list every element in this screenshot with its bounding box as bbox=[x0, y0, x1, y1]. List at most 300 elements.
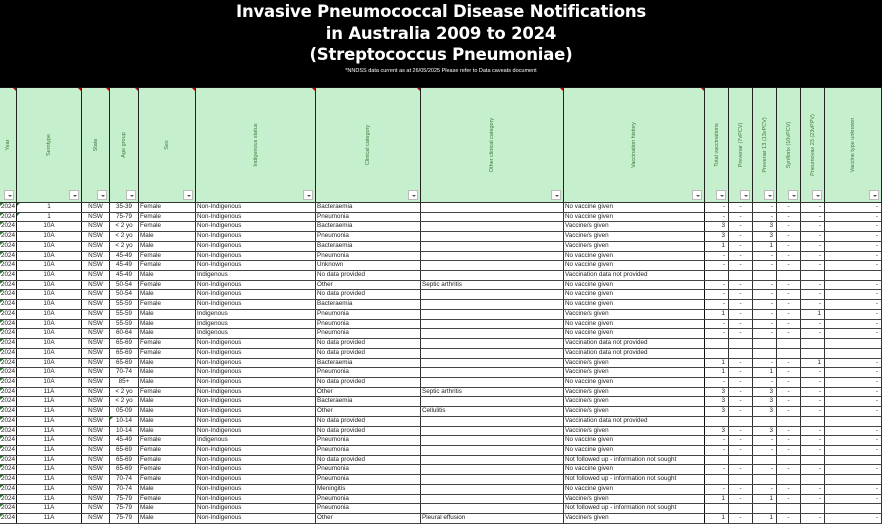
cell-total_vacc[interactable] bbox=[705, 290, 729, 299]
cell-other_clinical[interactable] bbox=[421, 465, 564, 474]
cell-sex[interactable] bbox=[139, 378, 196, 387]
cell-clinical[interactable] bbox=[316, 495, 421, 504]
cell-year[interactable] bbox=[0, 417, 17, 426]
cell-prevenar13[interactable] bbox=[753, 203, 777, 212]
filter-dropdown-icon[interactable] bbox=[408, 190, 418, 200]
cell-serotype[interactable] bbox=[17, 339, 82, 348]
cell-sex[interactable] bbox=[139, 222, 196, 231]
cell-clinical[interactable] bbox=[316, 339, 421, 348]
cell-age[interactable] bbox=[110, 388, 139, 397]
cell-total_vacc[interactable] bbox=[705, 397, 729, 406]
cell-prevenar7[interactable] bbox=[729, 388, 753, 397]
cell-clinical[interactable] bbox=[316, 417, 421, 426]
cell-age[interactable] bbox=[110, 281, 139, 290]
cell-year[interactable] bbox=[0, 359, 17, 368]
cell-indigenous[interactable] bbox=[196, 388, 316, 397]
cell-state[interactable] bbox=[82, 495, 110, 504]
cell-age[interactable] bbox=[110, 300, 139, 309]
cell-vacc_unknown[interactable] bbox=[825, 397, 882, 406]
cell-vacc_unknown[interactable] bbox=[825, 427, 882, 436]
cell-age[interactable] bbox=[110, 485, 139, 494]
cell-year[interactable] bbox=[0, 349, 17, 358]
cell-clinical[interactable] bbox=[316, 271, 421, 280]
cell-state[interactable] bbox=[82, 514, 110, 523]
cell-sex[interactable] bbox=[139, 475, 196, 484]
cell-synflorix[interactable] bbox=[777, 397, 801, 406]
cell-vacc_history[interactable] bbox=[564, 465, 705, 474]
cell-prevenar7[interactable] bbox=[729, 310, 753, 319]
cell-prevenar13[interactable] bbox=[753, 320, 777, 329]
cell-prevenar13[interactable] bbox=[753, 436, 777, 445]
cell-age[interactable] bbox=[110, 213, 139, 222]
cell-sex[interactable] bbox=[139, 271, 196, 280]
cell-year[interactable] bbox=[0, 203, 17, 212]
cell-indigenous[interactable] bbox=[196, 514, 316, 523]
cell-total_vacc[interactable] bbox=[705, 310, 729, 319]
cell-state[interactable] bbox=[82, 320, 110, 329]
cell-vacc_history[interactable] bbox=[564, 427, 705, 436]
cell-pneumovax23[interactable] bbox=[801, 339, 825, 348]
cell-pneumovax23[interactable] bbox=[801, 427, 825, 436]
cell-vacc_unknown[interactable] bbox=[825, 222, 882, 231]
cell-year[interactable] bbox=[0, 436, 17, 445]
cell-indigenous[interactable] bbox=[196, 349, 316, 358]
cell-serotype[interactable] bbox=[17, 290, 82, 299]
cell-vacc_unknown[interactable] bbox=[825, 310, 882, 319]
cell-total_vacc[interactable] bbox=[705, 446, 729, 455]
cell-year[interactable] bbox=[0, 378, 17, 387]
cell-other_clinical[interactable] bbox=[421, 232, 564, 241]
cell-total_vacc[interactable] bbox=[705, 495, 729, 504]
cell-synflorix[interactable] bbox=[777, 514, 801, 523]
cell-indigenous[interactable] bbox=[196, 271, 316, 280]
cell-total_vacc[interactable] bbox=[705, 485, 729, 494]
cell-state[interactable] bbox=[82, 427, 110, 436]
cell-prevenar13[interactable] bbox=[753, 388, 777, 397]
cell-other_clinical[interactable] bbox=[421, 290, 564, 299]
cell-year[interactable] bbox=[0, 222, 17, 231]
cell-pneumovax23[interactable] bbox=[801, 378, 825, 387]
cell-prevenar7[interactable] bbox=[729, 514, 753, 523]
cell-vacc_unknown[interactable] bbox=[825, 456, 882, 465]
cell-pneumovax23[interactable] bbox=[801, 290, 825, 299]
cell-total_vacc[interactable] bbox=[705, 514, 729, 523]
cell-prevenar7[interactable] bbox=[729, 407, 753, 416]
cell-state[interactable] bbox=[82, 465, 110, 474]
cell-pneumovax23[interactable] bbox=[801, 436, 825, 445]
cell-serotype[interactable] bbox=[17, 320, 82, 329]
cell-vacc_history[interactable] bbox=[564, 271, 705, 280]
cell-vacc_history[interactable] bbox=[564, 436, 705, 445]
cell-vacc_unknown[interactable] bbox=[825, 320, 882, 329]
cell-prevenar13[interactable] bbox=[753, 310, 777, 319]
cell-sex[interactable] bbox=[139, 242, 196, 251]
cell-vacc_history[interactable] bbox=[564, 504, 705, 513]
cell-vacc_unknown[interactable] bbox=[825, 436, 882, 445]
cell-synflorix[interactable] bbox=[777, 368, 801, 377]
cell-age[interactable] bbox=[110, 329, 139, 338]
cell-sex[interactable] bbox=[139, 300, 196, 309]
cell-serotype[interactable] bbox=[17, 213, 82, 222]
cell-pneumovax23[interactable] bbox=[801, 261, 825, 270]
filter-dropdown-icon[interactable] bbox=[788, 190, 798, 200]
cell-synflorix[interactable] bbox=[777, 475, 801, 484]
cell-age[interactable] bbox=[110, 222, 139, 231]
cell-clinical[interactable] bbox=[316, 359, 421, 368]
cell-sex[interactable] bbox=[139, 310, 196, 319]
cell-vacc_unknown[interactable] bbox=[825, 242, 882, 251]
cell-total_vacc[interactable] bbox=[705, 261, 729, 270]
cell-other_clinical[interactable] bbox=[421, 514, 564, 523]
cell-clinical[interactable] bbox=[316, 222, 421, 231]
cell-clinical[interactable] bbox=[316, 281, 421, 290]
cell-vacc_history[interactable] bbox=[564, 456, 705, 465]
cell-synflorix[interactable] bbox=[777, 446, 801, 455]
cell-indigenous[interactable] bbox=[196, 378, 316, 387]
cell-pneumovax23[interactable] bbox=[801, 349, 825, 358]
cell-clinical[interactable] bbox=[316, 397, 421, 406]
filter-dropdown-icon[interactable] bbox=[97, 190, 107, 200]
cell-other_clinical[interactable] bbox=[421, 388, 564, 397]
cell-prevenar13[interactable] bbox=[753, 427, 777, 436]
cell-total_vacc[interactable] bbox=[705, 388, 729, 397]
cell-age[interactable] bbox=[110, 456, 139, 465]
filter-dropdown-icon[interactable] bbox=[126, 190, 136, 200]
cell-total_vacc[interactable] bbox=[705, 329, 729, 338]
cell-indigenous[interactable] bbox=[196, 213, 316, 222]
cell-prevenar13[interactable] bbox=[753, 252, 777, 261]
cell-state[interactable] bbox=[82, 368, 110, 377]
cell-pneumovax23[interactable] bbox=[801, 271, 825, 280]
filter-dropdown-icon[interactable] bbox=[303, 190, 313, 200]
cell-vacc_unknown[interactable] bbox=[825, 281, 882, 290]
cell-vacc_unknown[interactable] bbox=[825, 203, 882, 212]
cell-prevenar7[interactable] bbox=[729, 281, 753, 290]
cell-year[interactable] bbox=[0, 427, 17, 436]
cell-sex[interactable] bbox=[139, 290, 196, 299]
cell-prevenar7[interactable] bbox=[729, 339, 753, 348]
cell-vacc_history[interactable] bbox=[564, 388, 705, 397]
cell-year[interactable] bbox=[0, 388, 17, 397]
cell-prevenar13[interactable] bbox=[753, 242, 777, 251]
cell-clinical[interactable] bbox=[316, 427, 421, 436]
cell-total_vacc[interactable] bbox=[705, 436, 729, 445]
cell-pneumovax23[interactable] bbox=[801, 213, 825, 222]
cell-other_clinical[interactable] bbox=[421, 446, 564, 455]
cell-year[interactable] bbox=[0, 213, 17, 222]
cell-vacc_history[interactable] bbox=[564, 514, 705, 523]
cell-sex[interactable] bbox=[139, 417, 196, 426]
cell-sex[interactable] bbox=[139, 436, 196, 445]
filter-dropdown-icon[interactable] bbox=[551, 190, 561, 200]
cell-prevenar7[interactable] bbox=[729, 271, 753, 280]
cell-indigenous[interactable] bbox=[196, 203, 316, 212]
cell-prevenar7[interactable] bbox=[729, 261, 753, 270]
cell-prevenar7[interactable] bbox=[729, 213, 753, 222]
cell-pneumovax23[interactable] bbox=[801, 320, 825, 329]
cell-vacc_unknown[interactable] bbox=[825, 271, 882, 280]
cell-other_clinical[interactable] bbox=[421, 436, 564, 445]
cell-sex[interactable] bbox=[139, 495, 196, 504]
cell-serotype[interactable] bbox=[17, 427, 82, 436]
cell-indigenous[interactable] bbox=[196, 368, 316, 377]
cell-pneumovax23[interactable] bbox=[801, 388, 825, 397]
cell-state[interactable] bbox=[82, 397, 110, 406]
cell-year[interactable] bbox=[0, 300, 17, 309]
cell-prevenar7[interactable] bbox=[729, 456, 753, 465]
cell-synflorix[interactable] bbox=[777, 456, 801, 465]
cell-vacc_unknown[interactable] bbox=[825, 504, 882, 513]
cell-vacc_unknown[interactable] bbox=[825, 475, 882, 484]
cell-vacc_unknown[interactable] bbox=[825, 329, 882, 338]
cell-prevenar7[interactable] bbox=[729, 242, 753, 251]
cell-sex[interactable] bbox=[139, 252, 196, 261]
cell-state[interactable] bbox=[82, 300, 110, 309]
cell-synflorix[interactable] bbox=[777, 252, 801, 261]
cell-clinical[interactable] bbox=[316, 320, 421, 329]
cell-vacc_history[interactable] bbox=[564, 222, 705, 231]
cell-state[interactable] bbox=[82, 339, 110, 348]
cell-other_clinical[interactable] bbox=[421, 339, 564, 348]
cell-prevenar7[interactable] bbox=[729, 378, 753, 387]
cell-indigenous[interactable] bbox=[196, 242, 316, 251]
cell-vacc_history[interactable] bbox=[564, 359, 705, 368]
cell-prevenar13[interactable] bbox=[753, 300, 777, 309]
cell-serotype[interactable] bbox=[17, 232, 82, 241]
cell-sex[interactable] bbox=[139, 485, 196, 494]
cell-pneumovax23[interactable] bbox=[801, 475, 825, 484]
cell-clinical[interactable] bbox=[316, 290, 421, 299]
cell-age[interactable] bbox=[110, 436, 139, 445]
cell-indigenous[interactable] bbox=[196, 329, 316, 338]
cell-clinical[interactable] bbox=[316, 300, 421, 309]
cell-vacc_history[interactable] bbox=[564, 242, 705, 251]
cell-clinical[interactable] bbox=[316, 436, 421, 445]
cell-age[interactable] bbox=[110, 407, 139, 416]
cell-indigenous[interactable] bbox=[196, 310, 316, 319]
cell-synflorix[interactable] bbox=[777, 242, 801, 251]
cell-clinical[interactable] bbox=[316, 232, 421, 241]
cell-vacc_unknown[interactable] bbox=[825, 378, 882, 387]
filter-dropdown-icon[interactable] bbox=[740, 190, 750, 200]
cell-sex[interactable] bbox=[139, 261, 196, 270]
cell-age[interactable] bbox=[110, 465, 139, 474]
cell-pneumovax23[interactable] bbox=[801, 300, 825, 309]
cell-indigenous[interactable] bbox=[196, 456, 316, 465]
cell-clinical[interactable] bbox=[316, 349, 421, 358]
cell-synflorix[interactable] bbox=[777, 339, 801, 348]
cell-indigenous[interactable] bbox=[196, 320, 316, 329]
cell-vacc_unknown[interactable] bbox=[825, 252, 882, 261]
cell-vacc_unknown[interactable] bbox=[825, 495, 882, 504]
cell-sex[interactable] bbox=[139, 349, 196, 358]
cell-other_clinical[interactable] bbox=[421, 475, 564, 484]
cell-sex[interactable] bbox=[139, 320, 196, 329]
cell-state[interactable] bbox=[82, 388, 110, 397]
cell-prevenar13[interactable] bbox=[753, 349, 777, 358]
cell-other_clinical[interactable] bbox=[421, 504, 564, 513]
cell-synflorix[interactable] bbox=[777, 310, 801, 319]
cell-prevenar13[interactable] bbox=[753, 456, 777, 465]
cell-other_clinical[interactable] bbox=[421, 203, 564, 212]
cell-indigenous[interactable] bbox=[196, 339, 316, 348]
cell-prevenar7[interactable] bbox=[729, 475, 753, 484]
cell-prevenar7[interactable] bbox=[729, 485, 753, 494]
cell-vacc_history[interactable] bbox=[564, 417, 705, 426]
cell-total_vacc[interactable] bbox=[705, 427, 729, 436]
cell-state[interactable] bbox=[82, 310, 110, 319]
cell-age[interactable] bbox=[110, 475, 139, 484]
cell-serotype[interactable] bbox=[17, 242, 82, 251]
cell-sex[interactable] bbox=[139, 407, 196, 416]
cell-serotype[interactable] bbox=[17, 329, 82, 338]
cell-total_vacc[interactable] bbox=[705, 378, 729, 387]
cell-pneumovax23[interactable] bbox=[801, 504, 825, 513]
cell-state[interactable] bbox=[82, 242, 110, 251]
cell-state[interactable] bbox=[82, 417, 110, 426]
cell-indigenous[interactable] bbox=[196, 222, 316, 231]
cell-state[interactable] bbox=[82, 232, 110, 241]
cell-prevenar7[interactable] bbox=[729, 504, 753, 513]
cell-vacc_history[interactable] bbox=[564, 475, 705, 484]
cell-synflorix[interactable] bbox=[777, 213, 801, 222]
cell-other_clinical[interactable] bbox=[421, 427, 564, 436]
cell-other_clinical[interactable] bbox=[421, 281, 564, 290]
cell-other_clinical[interactable] bbox=[421, 417, 564, 426]
cell-prevenar7[interactable] bbox=[729, 446, 753, 455]
cell-age[interactable] bbox=[110, 310, 139, 319]
cell-total_vacc[interactable] bbox=[705, 359, 729, 368]
cell-prevenar13[interactable] bbox=[753, 329, 777, 338]
cell-serotype[interactable] bbox=[17, 446, 82, 455]
cell-indigenous[interactable] bbox=[196, 407, 316, 416]
cell-synflorix[interactable] bbox=[777, 232, 801, 241]
cell-synflorix[interactable] bbox=[777, 378, 801, 387]
cell-clinical[interactable] bbox=[316, 310, 421, 319]
cell-pneumovax23[interactable] bbox=[801, 359, 825, 368]
cell-state[interactable] bbox=[82, 252, 110, 261]
cell-vacc_unknown[interactable] bbox=[825, 368, 882, 377]
filter-dropdown-icon[interactable] bbox=[69, 190, 79, 200]
cell-vacc_history[interactable] bbox=[564, 495, 705, 504]
cell-prevenar13[interactable] bbox=[753, 417, 777, 426]
cell-state[interactable] bbox=[82, 290, 110, 299]
cell-indigenous[interactable] bbox=[196, 504, 316, 513]
cell-vacc_history[interactable] bbox=[564, 203, 705, 212]
cell-year[interactable] bbox=[0, 514, 17, 523]
cell-prevenar7[interactable] bbox=[729, 417, 753, 426]
cell-prevenar13[interactable] bbox=[753, 368, 777, 377]
cell-other_clinical[interactable] bbox=[421, 320, 564, 329]
cell-serotype[interactable] bbox=[17, 407, 82, 416]
cell-vacc_unknown[interactable] bbox=[825, 261, 882, 270]
cell-total_vacc[interactable] bbox=[705, 203, 729, 212]
cell-year[interactable] bbox=[0, 281, 17, 290]
cell-indigenous[interactable] bbox=[196, 465, 316, 474]
cell-total_vacc[interactable] bbox=[705, 475, 729, 484]
cell-year[interactable] bbox=[0, 475, 17, 484]
cell-pneumovax23[interactable] bbox=[801, 456, 825, 465]
cell-sex[interactable] bbox=[139, 359, 196, 368]
cell-age[interactable] bbox=[110, 514, 139, 523]
cell-pneumovax23[interactable] bbox=[801, 407, 825, 416]
cell-prevenar7[interactable] bbox=[729, 252, 753, 261]
cell-pneumovax23[interactable] bbox=[801, 446, 825, 455]
cell-year[interactable] bbox=[0, 465, 17, 474]
cell-other_clinical[interactable] bbox=[421, 329, 564, 338]
cell-vacc_history[interactable] bbox=[564, 213, 705, 222]
cell-clinical[interactable] bbox=[316, 504, 421, 513]
cell-age[interactable] bbox=[110, 271, 139, 280]
cell-serotype[interactable] bbox=[17, 300, 82, 309]
cell-serotype[interactable] bbox=[17, 388, 82, 397]
filter-dropdown-icon[interactable] bbox=[183, 190, 193, 200]
cell-other_clinical[interactable] bbox=[421, 407, 564, 416]
cell-prevenar7[interactable] bbox=[729, 495, 753, 504]
cell-sex[interactable] bbox=[139, 456, 196, 465]
cell-synflorix[interactable] bbox=[777, 222, 801, 231]
cell-state[interactable] bbox=[82, 407, 110, 416]
cell-clinical[interactable] bbox=[316, 213, 421, 222]
cell-other_clinical[interactable] bbox=[421, 495, 564, 504]
cell-clinical[interactable] bbox=[316, 242, 421, 251]
cell-clinical[interactable] bbox=[316, 446, 421, 455]
cell-other_clinical[interactable] bbox=[421, 349, 564, 358]
cell-year[interactable] bbox=[0, 407, 17, 416]
cell-sex[interactable] bbox=[139, 446, 196, 455]
cell-state[interactable] bbox=[82, 349, 110, 358]
cell-year[interactable] bbox=[0, 397, 17, 406]
cell-serotype[interactable] bbox=[17, 465, 82, 474]
cell-clinical[interactable] bbox=[316, 465, 421, 474]
cell-sex[interactable] bbox=[139, 427, 196, 436]
cell-vacc_history[interactable] bbox=[564, 407, 705, 416]
cell-clinical[interactable] bbox=[316, 475, 421, 484]
cell-vacc_history[interactable] bbox=[564, 339, 705, 348]
cell-vacc_unknown[interactable] bbox=[825, 417, 882, 426]
cell-synflorix[interactable] bbox=[777, 359, 801, 368]
cell-pneumovax23[interactable] bbox=[801, 495, 825, 504]
cell-serotype[interactable] bbox=[17, 271, 82, 280]
cell-total_vacc[interactable] bbox=[705, 339, 729, 348]
cell-clinical[interactable] bbox=[316, 261, 421, 270]
cell-state[interactable] bbox=[82, 485, 110, 494]
cell-sex[interactable] bbox=[139, 339, 196, 348]
cell-synflorix[interactable] bbox=[777, 465, 801, 474]
cell-total_vacc[interactable] bbox=[705, 252, 729, 261]
cell-indigenous[interactable] bbox=[196, 475, 316, 484]
cell-vacc_unknown[interactable] bbox=[825, 388, 882, 397]
cell-synflorix[interactable] bbox=[777, 281, 801, 290]
cell-vacc_unknown[interactable] bbox=[825, 213, 882, 222]
cell-indigenous[interactable] bbox=[196, 300, 316, 309]
cell-indigenous[interactable] bbox=[196, 436, 316, 445]
cell-prevenar13[interactable] bbox=[753, 495, 777, 504]
cell-prevenar13[interactable] bbox=[753, 446, 777, 455]
cell-vacc_unknown[interactable] bbox=[825, 349, 882, 358]
cell-year[interactable] bbox=[0, 329, 17, 338]
cell-prevenar13[interactable] bbox=[753, 465, 777, 474]
cell-clinical[interactable] bbox=[316, 368, 421, 377]
cell-total_vacc[interactable] bbox=[705, 281, 729, 290]
cell-vacc_history[interactable] bbox=[564, 378, 705, 387]
cell-year[interactable] bbox=[0, 261, 17, 270]
cell-sex[interactable] bbox=[139, 213, 196, 222]
cell-other_clinical[interactable] bbox=[421, 378, 564, 387]
cell-vacc_unknown[interactable] bbox=[825, 232, 882, 241]
cell-pneumovax23[interactable] bbox=[801, 329, 825, 338]
cell-serotype[interactable] bbox=[17, 436, 82, 445]
